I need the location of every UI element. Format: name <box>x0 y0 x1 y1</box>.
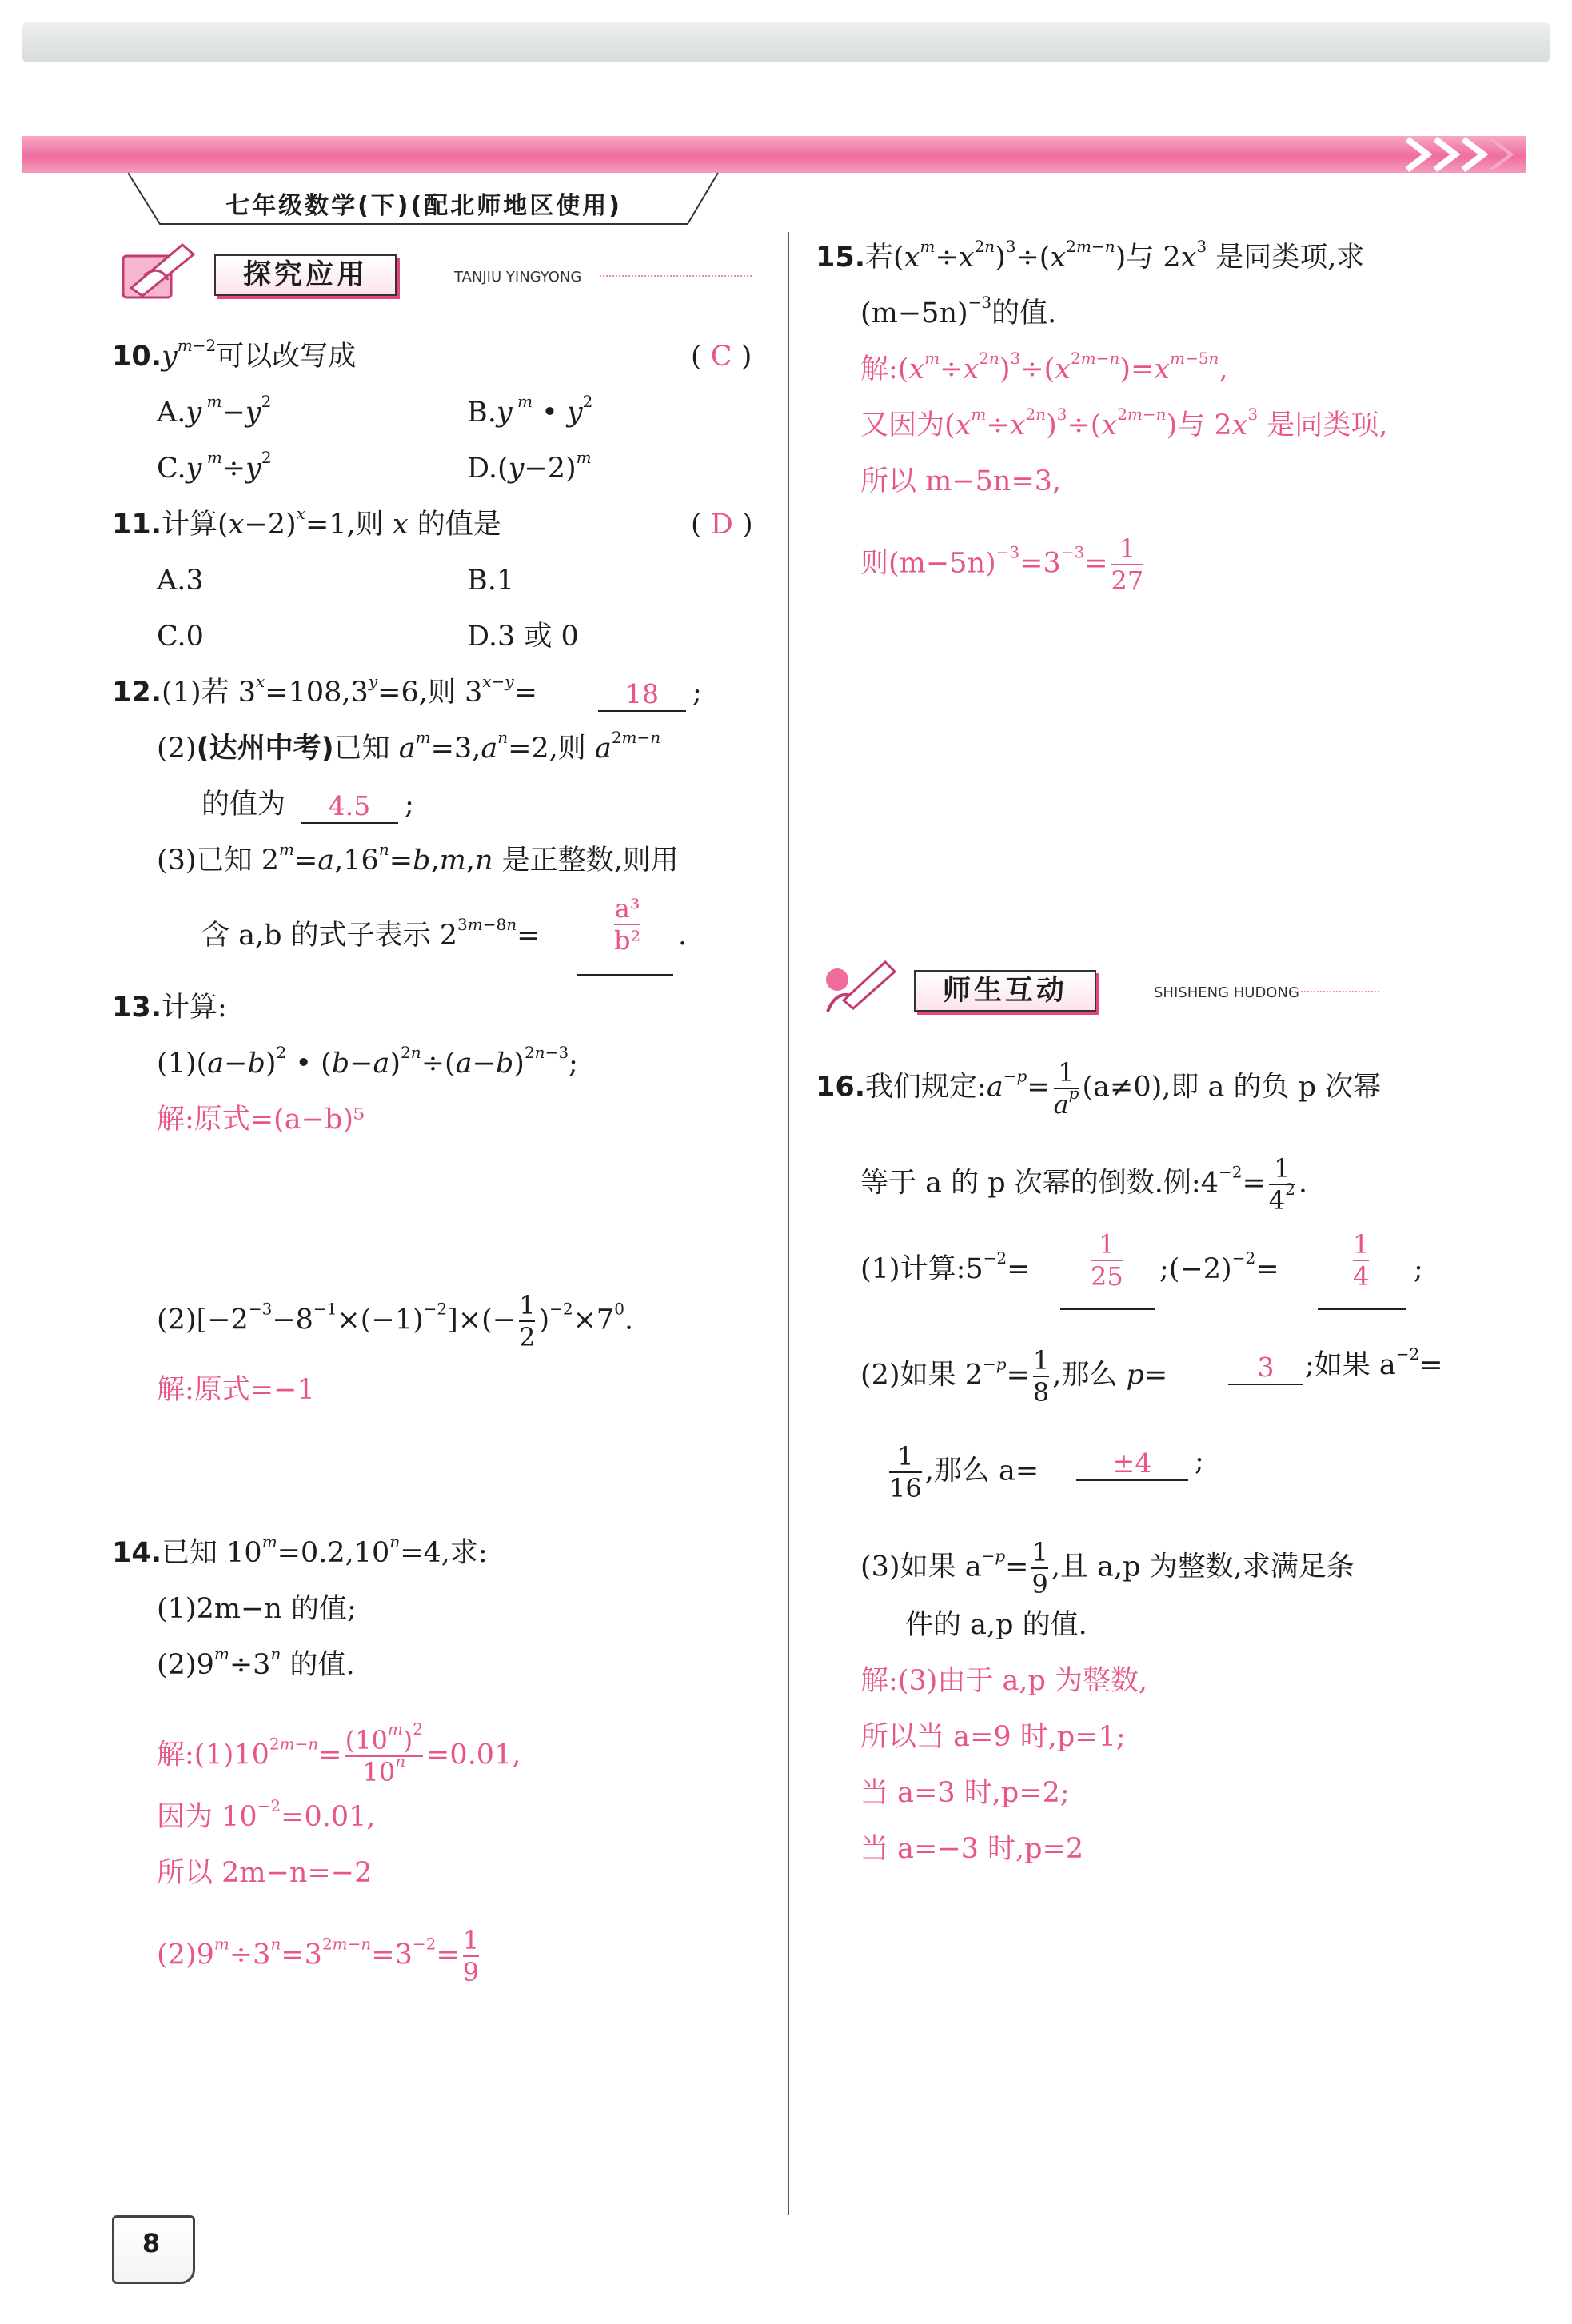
q15-solution-4: 则$(m-5n)^{-3}=3^{-3}=$ $\frac{1}{27}$ <box>860 533 1144 596</box>
section-explore <box>120 240 640 305</box>
q12-answer-2: 4.5 <box>301 790 398 824</box>
q16-stem: 16.我们规定$:a^{-p}=$ $\frac{1}{a^p}$ (a≠0),即 a 的负 p 次幂 <box>816 1057 1382 1120</box>
q14-solution-1: 解$:(1)10^{2m-n}=$ $\frac{(10^m)^2}{10^n}$ =0.01, <box>157 1719 521 1787</box>
q10-option-d: $D.(y-2)^m$ <box>467 448 592 485</box>
q16-part3-line2: 件的 a,p 的值. <box>905 1609 1087 1641</box>
q16-solution-4: 当 a=−3 时,p=2 <box>860 1833 1084 1865</box>
q12-answer-3-denominator: b² <box>614 925 641 956</box>
semicolon: ; <box>1414 1253 1423 1285</box>
q13-part1: $(1)(a-b)^2$ • $(b-a)^{2n}\div(a-b)^{2n-3}$; <box>157 1043 578 1080</box>
q16-part3: (3)如果 $a^{-p}=$ $\frac{1}{9}$ ,且 a,p 为整数,求满足条 <box>860 1537 1355 1599</box>
q12-part1: 12.(1)若 $3^x=108,3^y=6$,则 $3^{x-y}=$ <box>112 672 537 709</box>
q16-solution-3: 当 a=3 时,p=2; <box>860 1777 1070 1809</box>
section-title: 师生互动 <box>914 970 1096 1012</box>
semicolon: ; <box>1195 1445 1204 1477</box>
q16-part2-line2: $\frac{1}{16}$ ,那么 a= <box>889 1441 1039 1503</box>
q12-part3-line2: 含 a,b 的式子表示 $2^{3m-8n}=$ <box>201 915 541 952</box>
q13-answer-2: 解:原式=−1 <box>157 1374 315 1406</box>
q14-part2: $(2)9^m\div 3^n$ 的值. <box>157 1644 355 1681</box>
q12-part2-tail: 的值为 <box>201 789 286 821</box>
book-title: 七年级数学(下)(配北师地区使用) <box>225 192 622 220</box>
q14-solution-4: $(2)9^m\div 3^n=3^{2m-n}=3^{-2}=$ $\frac{1}{9}$ <box>157 1925 480 1987</box>
section-subtitle: SHISHENG HUDONG <box>1154 984 1299 1001</box>
pencil-icon <box>820 956 900 1018</box>
q14-stem: 14.已知 $10^m=0.2,10^n=4$,求: <box>112 1532 488 1569</box>
q16-answer-4: ±4 <box>1076 1448 1188 1481</box>
semicolon: ; <box>692 677 702 709</box>
q16-part2-b: ;如果 $a^{-2}=$ <box>1305 1344 1443 1381</box>
q10-answer-bracket: ( C ) <box>691 341 752 373</box>
q11-option-a: A.3 <box>157 565 204 597</box>
q15-solution-3: 所以 m−5n=3, <box>860 465 1062 497</box>
q12-answer-1: 18 <box>598 678 686 712</box>
page-number: 8 <box>142 2228 161 2258</box>
q10-option-b: B.y $^m$ • $y^2$ <box>467 392 593 429</box>
q14-part1: (1)2m−n 的值; <box>157 1593 357 1625</box>
q10-option-a: A.y $^m-y^2$ <box>157 392 272 429</box>
q14-solution-3: 所以 2m−n=−2 <box>157 1857 373 1889</box>
q15-solution-1: 解$:(x^m\div x^{2n})^3\div(x^{2m-n})=x^{m-5n}$, <box>860 349 1228 385</box>
q16-answer-3: 3 <box>1228 1352 1303 1385</box>
q14-solution-2: 因为 $10^{-2}=0.01$, <box>157 1796 376 1833</box>
semicolon: ; <box>405 789 414 821</box>
header-banner <box>22 136 1526 173</box>
q12-part3: (3)已知 $2^m=a,16^n=b,m,n$ 是正整数,则用 <box>157 840 679 876</box>
section-interact <box>820 956 1379 1021</box>
q16-answer-1-blank: 1 25 <box>1060 1228 1155 1310</box>
section-title: 探究应用 <box>214 254 397 296</box>
q11-option-c: C.0 <box>157 621 204 653</box>
period: . <box>678 920 688 952</box>
q16-part2: (2)如果 $2^{-p}=$ $\frac{1}{8}$ ,那么 p= <box>860 1345 1168 1408</box>
dotted-line <box>1291 991 1379 994</box>
q16-part1: (1)计算$:5^{-2}=$ <box>860 1248 1031 1285</box>
q13-stem: 13.计算: <box>112 992 227 1024</box>
q11-answer-bracket: ( D ) <box>691 509 753 541</box>
q15-stem-line2: $(m-5n)^{-3}$的值. <box>860 293 1057 329</box>
q12-part2: (2)(达州中考)已知 $a^m=3,a^n=2$,则 $a^{2m-n}$ <box>157 728 661 765</box>
q16-answer-2-blank: 1 4 <box>1318 1228 1406 1310</box>
q15-stem: 15.若$(x^m\div x^{2n})^3\div(x^{2m-n})$与 $2x^3$ 是同类项,求 <box>816 237 1365 274</box>
q11-stem: 11.计算$(x-2)^x=1$,则 x 的值是 <box>112 504 501 541</box>
q16-stem-line2: 等于 a 的 p 次幂的倒数.例$:4^{-2}=$ $\frac{1}{4^2}$ . <box>860 1153 1308 1216</box>
pencil-icon <box>120 240 200 302</box>
q15-solution-2: 又因为$(x^m\div x^{2n})^3\div(x^{2m-n})$与 $2x^3$ 是同类项, <box>860 405 1388 441</box>
q16-solution-2: 所以当 a=9 时,p=1; <box>860 1721 1126 1753</box>
q12-answer-3-numerator: a³ <box>614 893 640 924</box>
q13-answer-1: 解:原式=(a−b)⁵ <box>157 1104 365 1136</box>
q12-answer-3-blank <box>577 894 673 976</box>
q11-option-d: D.3 或 0 <box>467 621 579 653</box>
q11-option-b: B.1 <box>467 565 515 597</box>
scan-edge <box>22 22 1550 62</box>
chevron-right-icon <box>1403 133 1523 176</box>
dotted-line <box>600 275 752 278</box>
q16-solution-1: 解:(3)由于 a,p 为整数, <box>860 1665 1148 1697</box>
q10-option-c: C.y $^m\div y^2$ <box>157 448 272 485</box>
column-divider <box>788 232 789 2215</box>
q16-part1-b: $;(-2)^{-2}=$ <box>1159 1248 1279 1285</box>
q10-stem: $10.y^{m-2}$可以改写成 <box>112 336 357 373</box>
section-subtitle: TANJIU YINGYONG <box>454 269 582 286</box>
q13-part2: $(2)[-2^{-3}-8^{-1}\times(-1)^{-2}]\times(-$ $\frac{1}{2}$ )$^{-2}\times 7^0$. <box>157 1290 634 1352</box>
